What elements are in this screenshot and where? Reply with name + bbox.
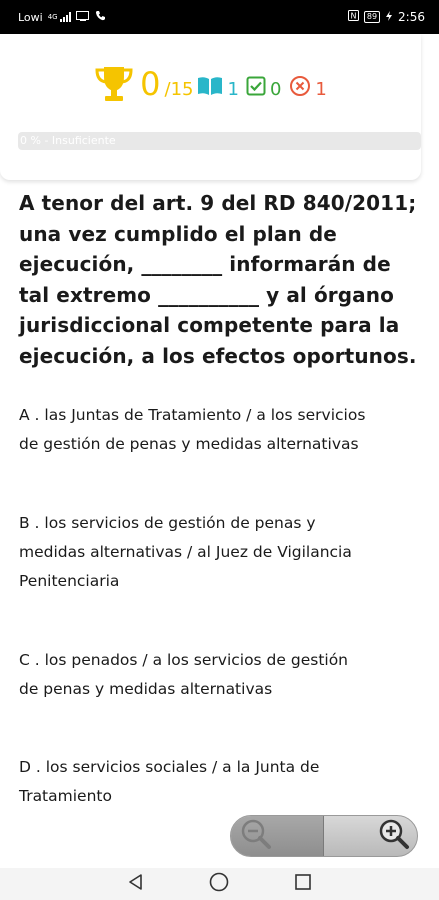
zoom-out-button[interactable] — [231, 816, 324, 856]
status-right — [348, 10, 425, 24]
signal-icon — [60, 12, 71, 22]
wrong-count: 1 — [315, 78, 327, 100]
option-a[interactable] — [19, 401, 429, 459]
right-count: 0 — [269, 78, 282, 100]
score-row — [0, 62, 421, 106]
check-box-icon — [246, 76, 266, 100]
score-points: 0 — [140, 65, 161, 103]
navigation-bar — [0, 868, 439, 900]
back-icon[interactable] — [126, 872, 146, 896]
question-line: ejecución, a los efectos oportunos. — [19, 343, 417, 368]
score-card — [0, 34, 421, 180]
question-line: jurisdiccional competente para la — [19, 313, 400, 337]
book-icon — [197, 76, 223, 100]
status-bar — [0, 0, 439, 34]
question-line: ejecución, ________ informarán de — [19, 252, 391, 276]
option-line: A . las Juntas de Tratamiento / a los servicios — [19, 406, 366, 424]
zoom-in-button[interactable] — [324, 816, 417, 856]
carrier-label: Lowi — [18, 10, 43, 24]
option-d[interactable] — [19, 753, 429, 811]
progress-bar — [18, 132, 421, 150]
cancel-circle-icon — [289, 75, 311, 101]
question-text — [19, 188, 424, 371]
status-left — [18, 10, 106, 24]
option-line: Penitenciaria — [19, 572, 120, 590]
phone-icon — [95, 10, 106, 24]
cast-icon — [76, 11, 90, 24]
charging-icon — [385, 10, 393, 24]
question-line: una vez cumplido el plan de — [19, 221, 337, 246]
option-b[interactable] — [19, 509, 429, 596]
option-line: D . los servicios sociales / a la Junta de — [19, 758, 320, 776]
option-line: de penas y medidas alternativas — [19, 680, 273, 698]
network-label: 4G — [47, 13, 58, 21]
zoom-control — [230, 815, 418, 857]
battery-icon — [364, 11, 380, 23]
option-line: C . los penados / a los servicios de gestión — [19, 651, 349, 669]
question-line: tal extremo __________ y al órgano — [19, 282, 394, 307]
option-line: de gestión de penas y medidas alternativas — [19, 435, 359, 453]
read-count: 1 — [227, 78, 239, 100]
option-line: B . los servicios de gestión de penas y — [19, 514, 316, 532]
clock: 2:56 — [398, 10, 425, 24]
nfc-icon — [348, 10, 359, 24]
question-line: A tenor del art. 9 del RD 840/2011; — [19, 191, 417, 215]
trophy-icon — [94, 65, 134, 103]
option-line: medidas alternativas / al Juez de Vigilancia — [19, 543, 352, 561]
zoom-in-icon — [377, 817, 411, 855]
home-icon[interactable] — [208, 871, 230, 897]
recents-icon[interactable] — [293, 872, 313, 896]
progress-label: 0 % - Insuficiente — [20, 134, 116, 147]
battery-level: 89 — [366, 12, 378, 21]
score-total: /15 — [164, 78, 194, 100]
option-line: Tratamiento — [19, 787, 112, 805]
zoom-out-icon — [239, 817, 273, 855]
option-c[interactable] — [19, 646, 429, 704]
svg-text:N: N — [350, 11, 357, 21]
